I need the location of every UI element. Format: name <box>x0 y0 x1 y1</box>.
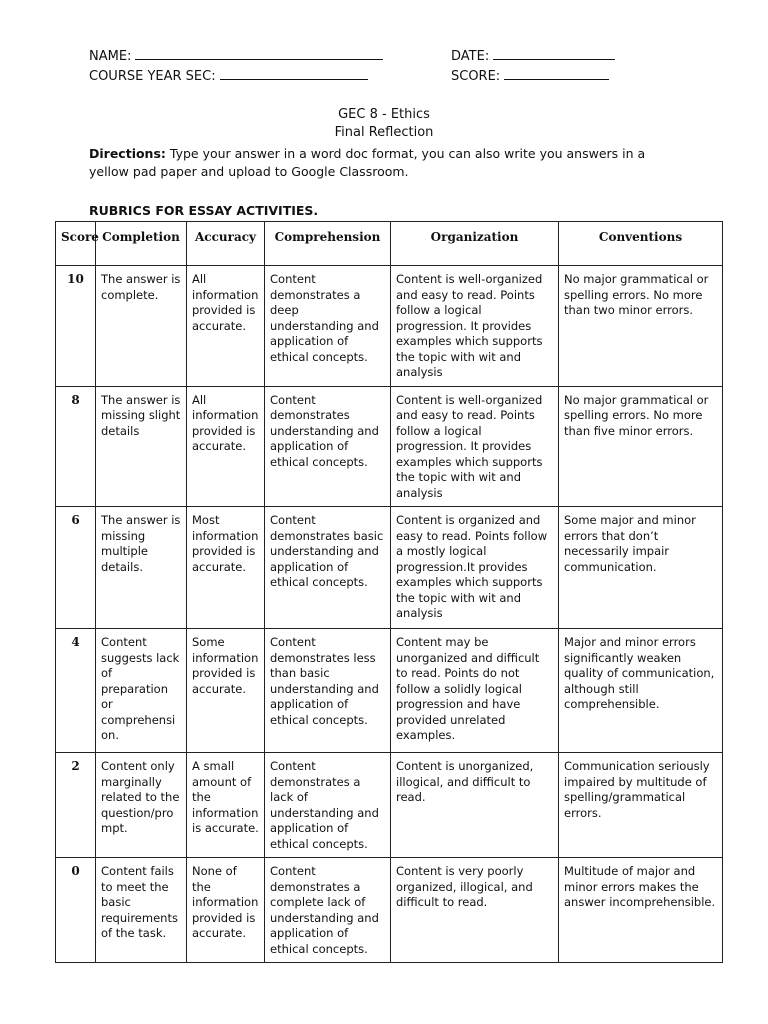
comprehension-cell: Content demonstrates understanding and application of ethical concepts. <box>265 386 391 507</box>
completion-cell: Content suggests lack of preparation or comprehension. <box>96 629 187 753</box>
header-organization: Organization <box>391 222 559 266</box>
organization-cell: Content is well-organized and easy to read. Points follow a logical progression. It provides examples which supports the topic with wit and analysis <box>391 266 559 387</box>
name-blank <box>135 47 383 60</box>
conventions-cell: Major and minor errors significantly weaken quality of communication, although still comprehensible. <box>559 629 723 753</box>
table-row <box>56 507 723 629</box>
comprehension-cell: Content demonstrates a lack of understanding and application of ethical concepts. <box>265 753 391 858</box>
accuracy-cell: All information provided is accurate. <box>187 266 265 387</box>
accuracy-cell: All information provided is accurate. <box>187 386 265 507</box>
rubric-table <box>55 221 723 963</box>
score-cell: 4 <box>56 629 96 753</box>
organization-cell: Content may be unorganized and difficult to read. Points do not follow a solidly logical progression and have provided unrelated examples. <box>391 629 559 753</box>
date-label: DATE: <box>451 49 490 64</box>
score-cell: 2 <box>56 753 96 858</box>
date-blank <box>493 47 615 60</box>
organization-cell: Content is organized and easy to read. Points follow a mostly logical progression.It provides examples which supports the topic with wit and analysis <box>391 507 559 629</box>
accuracy-cell: Some information provided is accurate. <box>187 629 265 753</box>
comprehension-cell: Content demonstrates less than basic understanding and application of ethical concepts. <box>265 629 391 753</box>
conventions-cell: Multitude of major and minor errors makes the answer incomprehensible. <box>559 858 723 963</box>
document-title: Final Reflection <box>334 125 434 140</box>
header-comprehension: Comprehension <box>265 222 391 266</box>
table-row <box>56 629 723 753</box>
score-cell: 6 <box>56 507 96 629</box>
table-row <box>56 266 723 387</box>
table-header-row <box>56 222 723 266</box>
name-label: NAME: <box>89 49 132 64</box>
directions-label: Directions: <box>89 146 166 161</box>
completion-cell: Content fails to meet the basic requirements of the task. <box>96 858 187 963</box>
score-cell: 0 <box>56 858 96 963</box>
accuracy-cell: Most information provided is accurate. <box>187 507 265 629</box>
table-row <box>56 858 723 963</box>
completion-cell: The answer is missing slight details <box>96 386 187 507</box>
course-field <box>89 67 368 85</box>
comprehension-cell: Content demonstrates a deep understanding and application of ethical concepts. <box>265 266 391 387</box>
score-cell: 10 <box>56 266 96 387</box>
comprehension-cell: Content demonstrates a complete lack of understanding and application of ethical concepts. <box>265 858 391 963</box>
organization-cell: Content is well-organized and easy to read. Points follow a logical progression. It provides examples which supports the topic with wit and analysis <box>391 386 559 507</box>
organization-cell: Content is very poorly organized, illogical, and difficult to read. <box>391 858 559 963</box>
directions <box>89 145 649 181</box>
course-title: GEC 8 - Ethics <box>338 107 430 122</box>
directions-text: Type your answer in a word doc format, you can also write you answers in a yellow pad paper and upload to Google Classroom. <box>89 146 646 179</box>
date-field <box>451 47 615 65</box>
course-blank <box>220 67 368 80</box>
completion-cell: The answer is missing multiple details. <box>96 507 187 629</box>
header-accuracy: Accuracy <box>187 222 265 266</box>
table-row <box>56 386 723 507</box>
score-label: SCORE: <box>451 69 501 84</box>
header-completion: Completion <box>96 222 187 266</box>
accuracy-cell: None of the information provided is accurate. <box>187 858 265 963</box>
conventions-cell: No major grammatical or spelling errors. No more than five minor errors. <box>559 386 723 507</box>
rubrics-heading: RUBRICS FOR ESSAY ACTIVITIES. <box>89 203 319 218</box>
name-field <box>89 47 383 65</box>
completion-cell: Content only marginally related to the question/prompt. <box>96 753 187 858</box>
table-row <box>56 753 723 858</box>
organization-cell: Content is unorganized, illogical, and difficult to read. <box>391 753 559 858</box>
conventions-cell: Communication seriously impaired by multitude of spelling/grammatical errors. <box>559 753 723 858</box>
accuracy-cell: A small amount of the information is accurate. <box>187 753 265 858</box>
score-cell: 8 <box>56 386 96 507</box>
score-blank <box>504 67 609 80</box>
conventions-cell: No major grammatical or spelling errors. No more than two minor errors. <box>559 266 723 387</box>
course-label: COURSE YEAR SEC: <box>89 69 216 84</box>
conventions-cell: Some major and minor errors that don’t necessarily impair communication. <box>559 507 723 629</box>
completion-cell: The answer is complete. <box>96 266 187 387</box>
comprehension-cell: Content demonstrates basic understanding and application of ethical concepts. <box>265 507 391 629</box>
score-field <box>451 67 609 85</box>
header-score: Score <box>56 222 96 266</box>
header-conventions: Conventions <box>559 222 723 266</box>
